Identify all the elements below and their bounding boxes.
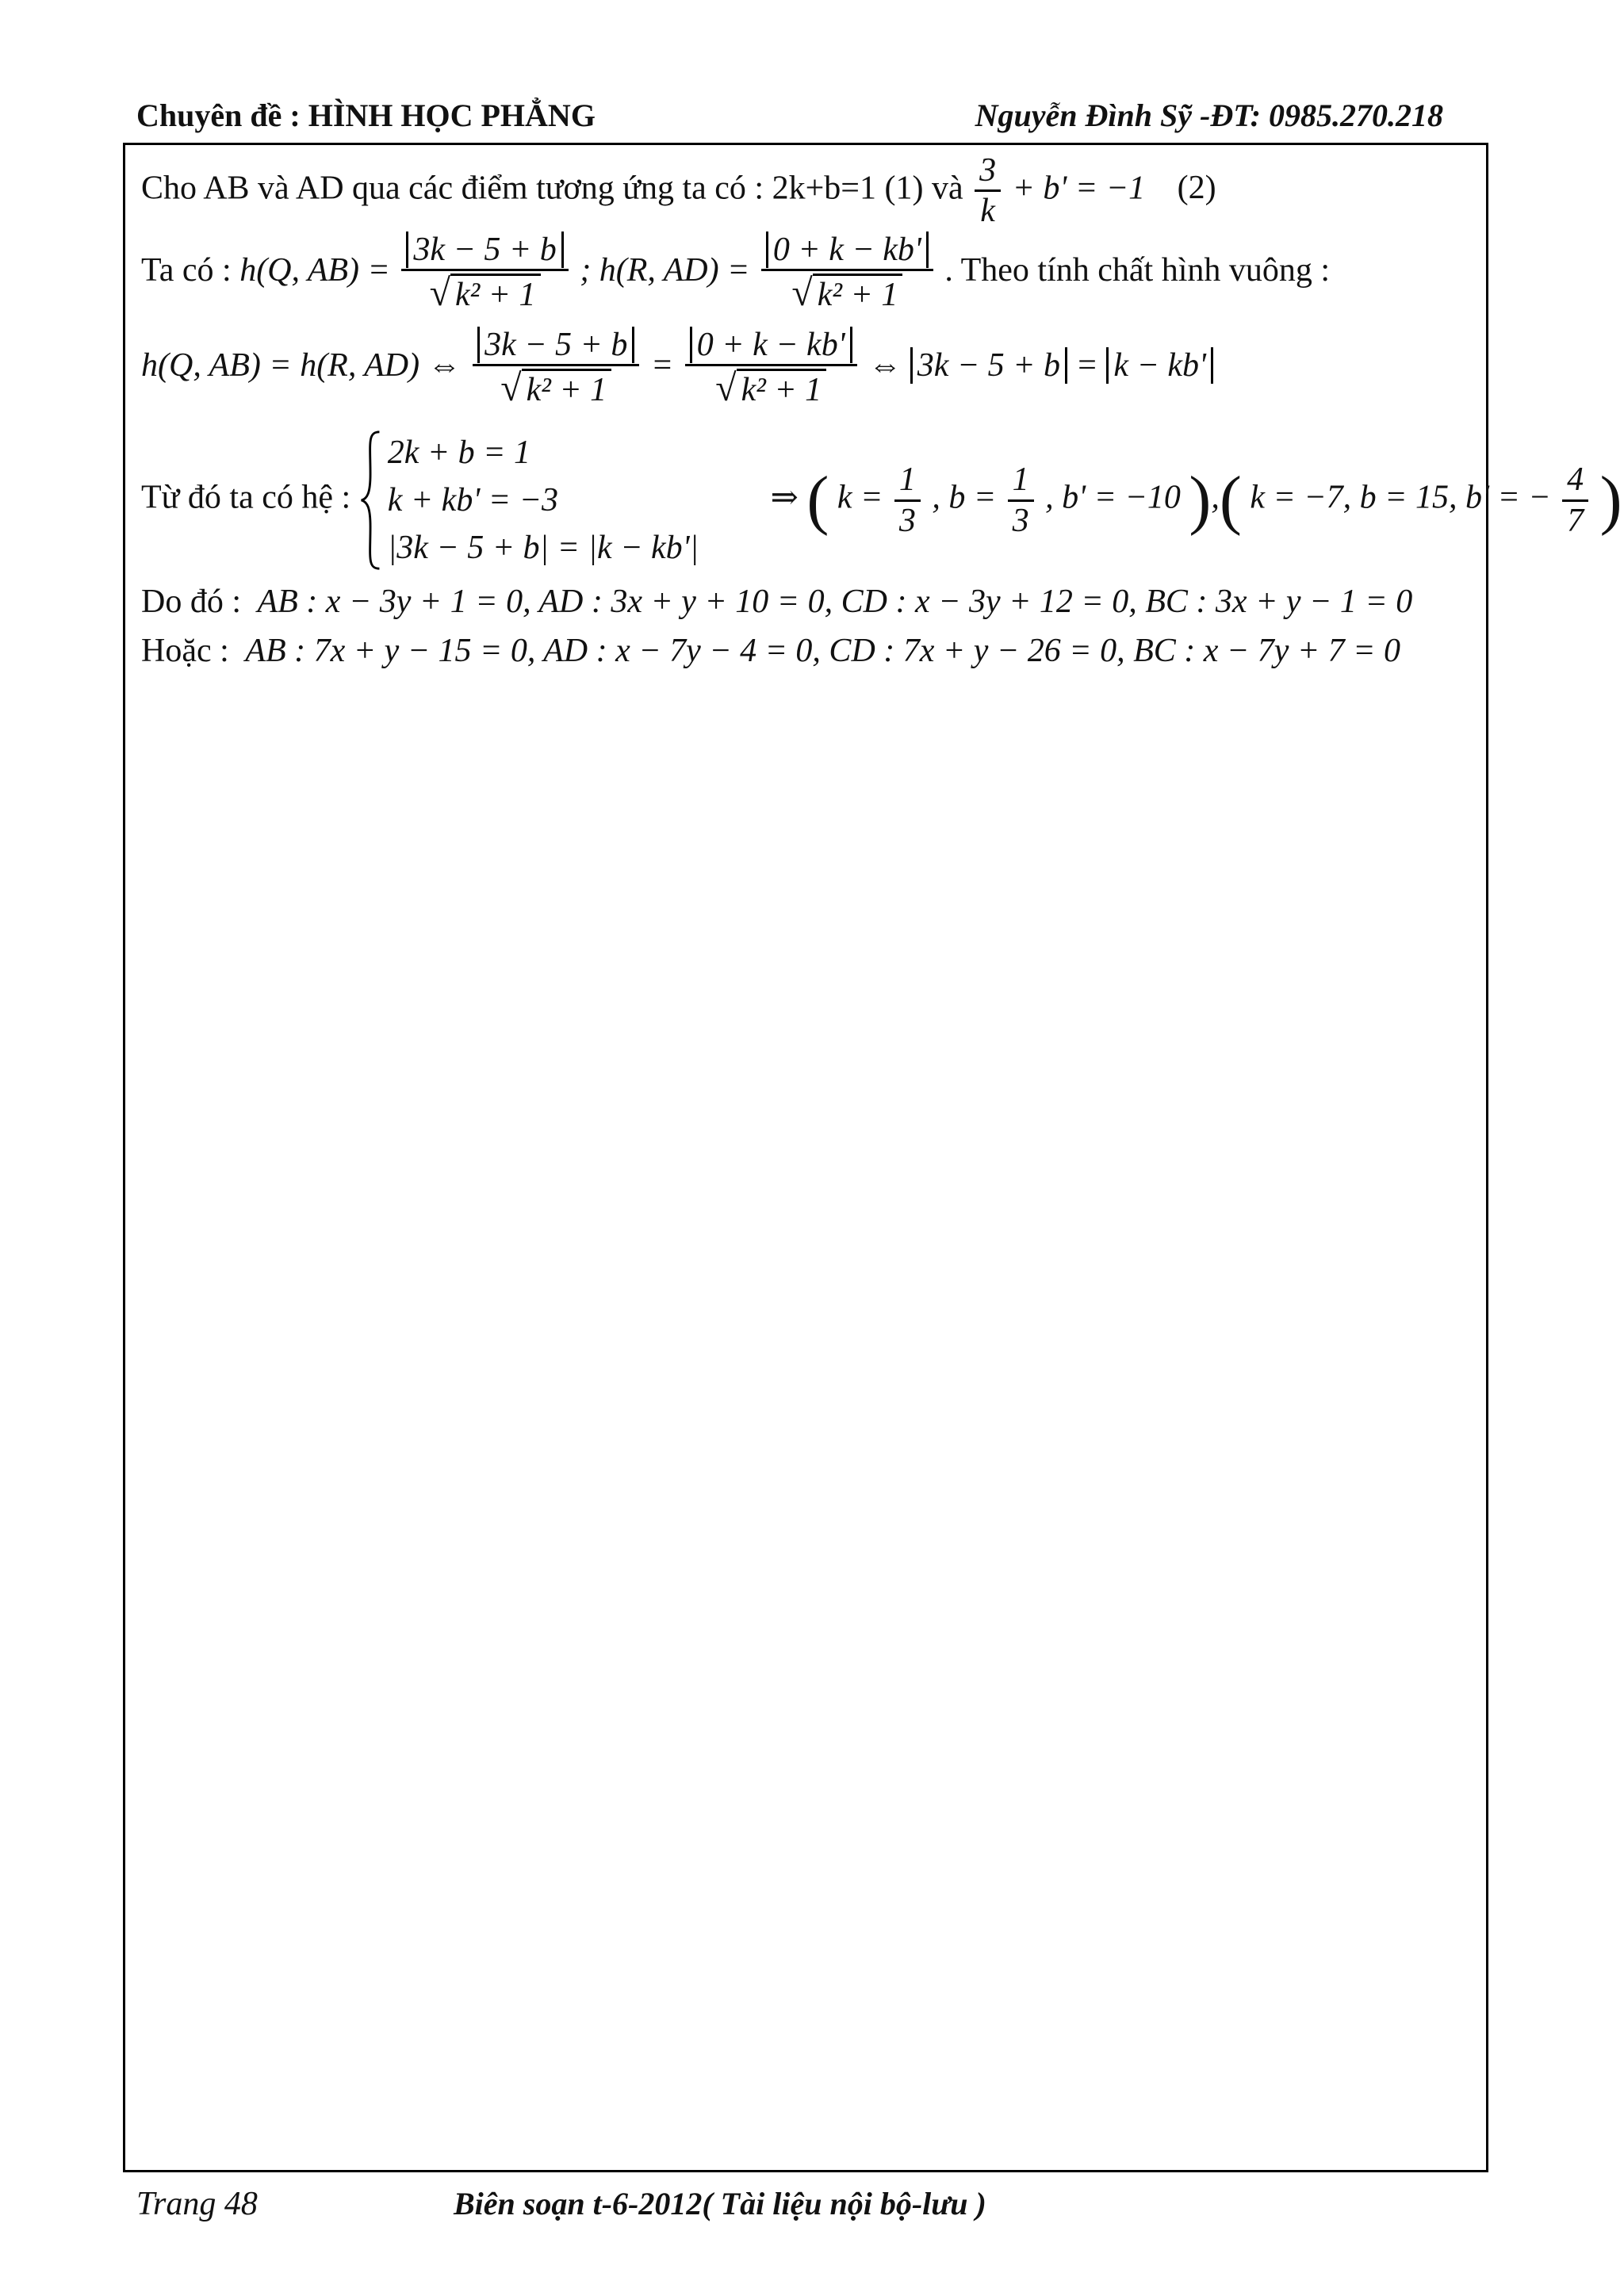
system-row-2: k + kb' = −3: [387, 482, 558, 519]
sol2-num: 4: [1567, 461, 1584, 499]
left-paren-1: (: [806, 463, 829, 537]
line3-den2: k² + 1: [737, 369, 827, 409]
sol2: k = −7, b = 15, b' = −: [1250, 479, 1551, 516]
page-header: [136, 97, 1443, 141]
system-row-3: |3k − 5 + b| = |k − kb'|: [387, 530, 699, 566]
line1-fraction: [975, 151, 1001, 231]
line3-eq2: =: [1075, 346, 1098, 384]
sol1-b-fraction: [1008, 461, 1034, 540]
line2-prefix: Ta có :: [141, 251, 232, 289]
system-prefix: Từ đó ta có hệ :: [141, 479, 351, 516]
content-line-2: [141, 231, 1330, 315]
line1-tail: + b' = −1: [1012, 170, 1146, 207]
line2-h1: h(Q, AB) =: [239, 251, 390, 289]
line3-fraction-2: $\frac{0 + k - kb'}{\text{√ k² + 1}}$: [685, 326, 857, 410]
right-paren-2: ): [1599, 463, 1622, 537]
line2-den1: k² + 1: [450, 274, 541, 314]
system-equations: [359, 429, 699, 572]
dodo-prefix: Do đó :: [141, 584, 241, 620]
line3-fraction-1: $\frac{3k - 5 + b}{\text{√ k² + 1}}$: [473, 326, 639, 410]
sol1-k: k =: [837, 479, 883, 516]
line1-frac-num: 3: [979, 152, 997, 189]
footer-note: Biên soạn t-6-2012( Tài liệu nội bộ-lưu ): [454, 2186, 986, 2221]
sol1-k-den: 3: [894, 499, 921, 540]
content-line-3: [141, 326, 1213, 410]
dodo-equations: AB : x − 3y + 1 = 0, AD : 3x + y + 10 = 0, CD : x − 3y + 12 = 0, BC : 3x + y − 1 = 0: [257, 584, 1413, 620]
hoac-equations: AB : 7x + y − 15 = 0, AD : x − 7y − 4 = 0, CD : 7x + y − 26 = 0, BC : x − 7y + 7 = 0: [245, 633, 1401, 669]
content-system: [141, 429, 1622, 572]
right-paren-1: ): [1189, 463, 1212, 537]
line3-abs2: k − kb': [1106, 347, 1213, 384]
line2-num1: 3k − 5 + b: [406, 232, 563, 268]
line1-frac-den: k: [975, 189, 1001, 230]
solution-separator: ,: [1211, 479, 1220, 516]
line2-mid: ; h(R, AD) =: [580, 251, 750, 289]
line2-suffix: . Theo tính chất hình vuông :: [944, 251, 1331, 289]
line2-fraction-1: $\frac{3k - 5 + b}{\text{√ k² + 1}}$: [401, 231, 568, 315]
content-line-1: [141, 151, 1216, 231]
sol1-b: , b =: [932, 479, 997, 516]
line3-eq: =: [650, 346, 674, 384]
hoac-prefix: Hoặc :: [141, 633, 229, 669]
line2-fraction-2: $\frac{0 + k - kb'}{\text{√ k² + 1}}$: [761, 231, 933, 315]
line2-den2: k² + 1: [813, 274, 903, 314]
line3-den1: k² + 1: [522, 369, 612, 409]
sol1-b-den: 3: [1008, 499, 1034, 540]
line3-num2: 0 + k − kb': [690, 327, 852, 363]
content-frame: [123, 143, 1622, 2172]
sol1-bprime: , b' = −10: [1045, 479, 1181, 516]
line3-iff: ⇔: [868, 346, 902, 384]
header-author: Nguyễn Đình Sỹ -ĐT: 0985.270.218: [975, 98, 1443, 133]
content-line-hoac: [141, 632, 1400, 670]
line1-text: Cho AB và AD qua các điểm tương ứng ta có : 2k+b=1 (1) và: [141, 170, 963, 207]
line1-label: (2): [1177, 170, 1216, 207]
content-line-dodo: [141, 583, 1412, 621]
line2-num2: 0 + k − kb': [766, 232, 929, 268]
header-topic: Chuyên đề : HÌNH HỌC PHẲNG: [136, 98, 596, 133]
sol1-k-num: 1: [898, 461, 916, 499]
line3-abs1: 3k − 5 + b: [910, 347, 1067, 384]
page-footer: [136, 2185, 1443, 2233]
line3-num1: 3k − 5 + b: [477, 327, 634, 363]
sol2-den: 7: [1562, 499, 1588, 540]
line3-lhs: h(Q, AB) = h(R, AD) ⇔: [141, 346, 462, 384]
sol1-k-fraction: [894, 461, 921, 540]
left-paren-2: (: [1219, 463, 1242, 537]
system-row-1: 2k + b = 1: [387, 434, 531, 471]
system-implies: ⇒: [770, 479, 799, 516]
left-brace-icon: [359, 429, 383, 572]
sol2-fraction: [1562, 461, 1588, 540]
sol1-b-num: 1: [1012, 461, 1029, 499]
page-number: Trang 48: [136, 2186, 258, 2222]
